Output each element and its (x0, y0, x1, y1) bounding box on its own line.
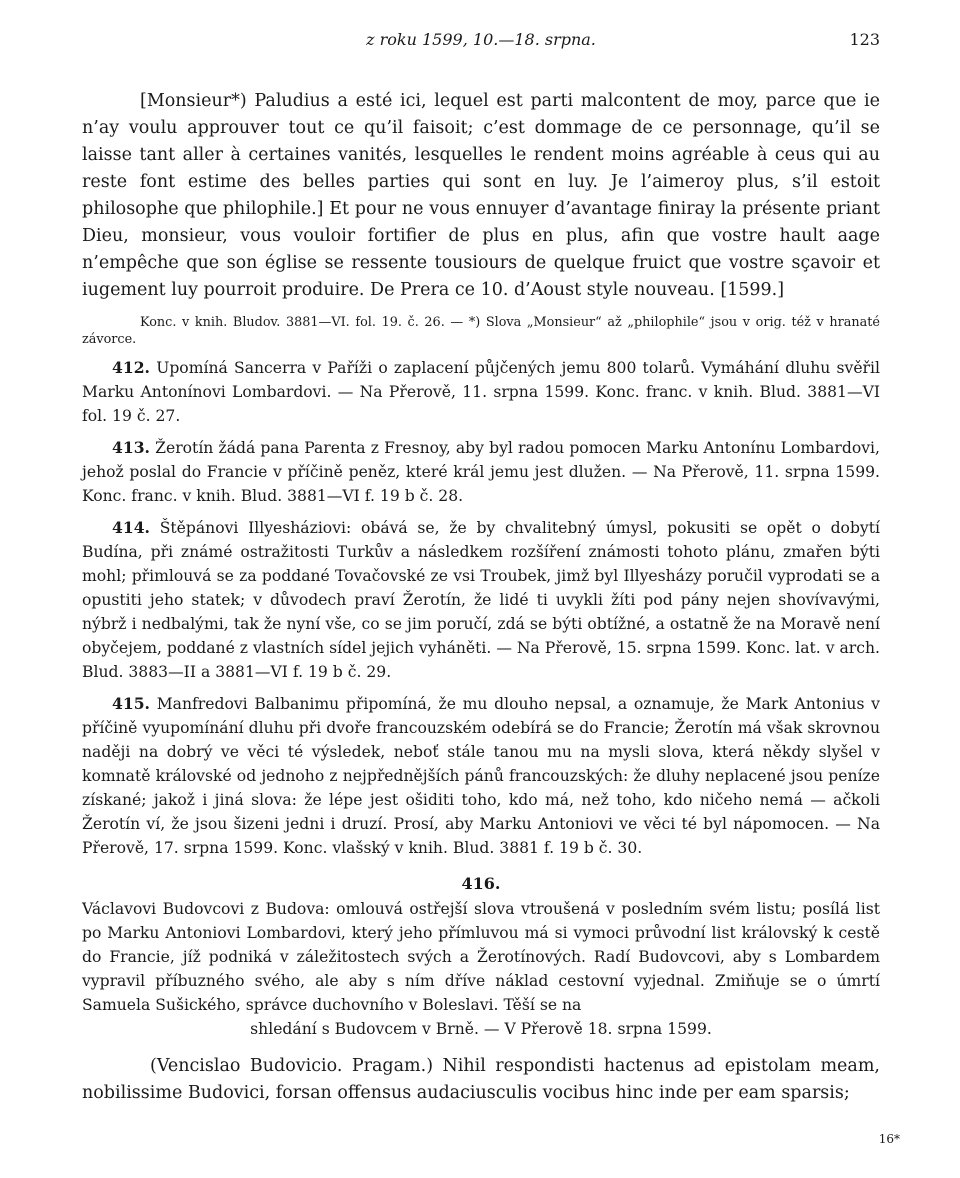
source-note: Konc. v knih. Bludov. 3881—VI. fol. 19. č. 26. — *) Slova „Monsieur“ až „philophile“ jsou v orig. též v hranaté závorce. (82, 315, 880, 347)
signature-mark: 16* (878, 1132, 900, 1146)
entry-413 (82, 436, 880, 508)
entry-number: 414. (112, 518, 150, 537)
page-number: 123 (849, 30, 880, 49)
entry-number: 413. (112, 438, 150, 457)
entry-text: Upomíná Sancerra v Paříži o zaplacení půjčených jemu 800 tolarů. Vymáhání dluhu svěřil Marku Antonínovi Lombardovi. — Na Přerově, 11. srpna 1599. Konc. franc. v knih. Blud. 3881—VI fol. 19 č. 27. (82, 359, 880, 425)
letter-416-summary (82, 897, 880, 1041)
summary-last-line: shledání s Budovcem v Brně. — V Přerově 18. srpna 1599. (250, 1020, 712, 1038)
letter-416-number: 416. (461, 874, 501, 893)
entry-415 (82, 692, 880, 860)
page (82, 30, 880, 1107)
entry-412 (82, 356, 880, 428)
entry-number: 412. (112, 358, 150, 377)
entry-text: Štěpánovi Illyesháziovi: obává se, že by chvalitebný úmysl, pokusiti se opět o dobytí Budína, při známé ostražitosti Turkův a následkem rozšíření známosti tohoto plánu, zmařen býti mohl; přimlouvá se za poddané Tovačovské ze vsi Troubek, jimž byl Illyesházy poručil vyprodati se a opustiti jeho statek; v důvodech praví Žerotín, že lidé ti uvykli žíti pod pány nejen shovívavými, nýbrž i nedbalými, tak že nyní vše, co se jim poručí, zdá se býti obtížné, a ostatně že na Moravě není obyčejem, poddané z vlastních sídel jejich vyháněti. — Na Přerově, 15. srpna 1599. Konc. lat. v arch. Blud. 3883—II a 3881—VI f. 19 b č. 29. (82, 519, 880, 681)
summary-text: Václavovi Budovcovi z Budova: omlouvá ostřejší slova vtroušená v posledním svém listu; posílá list po Marku Antoniovi Lombardovi, který jeho přímluvou má si vymoci průvodní list královský k cestě do Francie, jíž podniká v záležitostech svých a Žerotínových. Radí Budovcovi, aby s Lombardem vypravil příbuzného svého, ale aby s ním dříve náklad cestovní vyjednal. Zmiňuje se o úmrtí Samuela Sušického, správce duchovního v Boleslavi. Těší se na (82, 900, 880, 1014)
entry-text: Manfredovi Balbanimu připomíná, že mu dlouho nepsal, a oznamuje, že Mark Antonius v příčině vyupomínání dluhu při dvoře francouzském odebírá se do Francie; Žerotín má však skrovnou naději na dobrý ve věci té výsledek, neboť stále tanou mu na mysli slova, která někdy slyšel v komnatě královské od jednoho z nejpřednějších pánů francouzských: že dluhy neplacené jsou peníze získané; jakož i jiná slova: že lépe jest ošiditi toho, kdo má, než toho, kdo ničeho nemá — ačkoli Žerotín ví, že jsou šizeni jedni i druzí. Prosí, aby Marku Antoniovi ve věci té byl nápomocen. — Na Přerově, 17. srpna 1599. Konc. vlašský v knih. Blud. 3881 f. 19 b č. 30. (82, 695, 880, 857)
letter-416-latin-text: (Vencislao Budovicio. Pragam.) Nihil respondisti hactenus ad epistolam meam, nobilissime Budovici, forsan offensus audaciusculis vocibus hinc inde per eam sparsis; (82, 1056, 880, 1103)
entry-414 (82, 516, 880, 684)
page-header (82, 30, 880, 60)
running-title: z roku 1599, 10.—18. srpna. (366, 30, 596, 49)
entry-text: Žerotín žádá pana Parenta z Fresnoy, aby byl radou pomocen Marku Antonínu Lombardovi, jehož poslal do Francie v příčině peněz, které král jemu jest dlužen. — Na Přerově, 11. srpna 1599. Konc. franc. v knih. Blud. 3881—VI f. 19 b č. 28. (82, 439, 880, 505)
entry-number: 415. (112, 694, 150, 713)
letter-411-text: [Monsieur*) Paludius a esté ici, lequel est parti malcontent de moy, parce que ie n’ay voulu approuver tout ce qu’il faisoit; c’est dommage de ce personnage, qu’il se laisse tant aller à certaines vanités, lesquelles le rendent moins agréable à ceus qui au reste font estime des belles parties qui sont en luy. Je l’aimeroy plus, s’il estoit philosophe que philophile.] Et pour ne vous ennuyer d’avantage finiray la présente priant Dieu, monsieur, vous vouloir fortifier de plus en plus, afin que vostre hault aage n’empêche que son église se ressente tousiours de quelque fruict que vostre sçavoir et iugement luy pourroit produire. De Prera ce 10. d’Aoust style nouveau. [1599.] (82, 91, 880, 300)
